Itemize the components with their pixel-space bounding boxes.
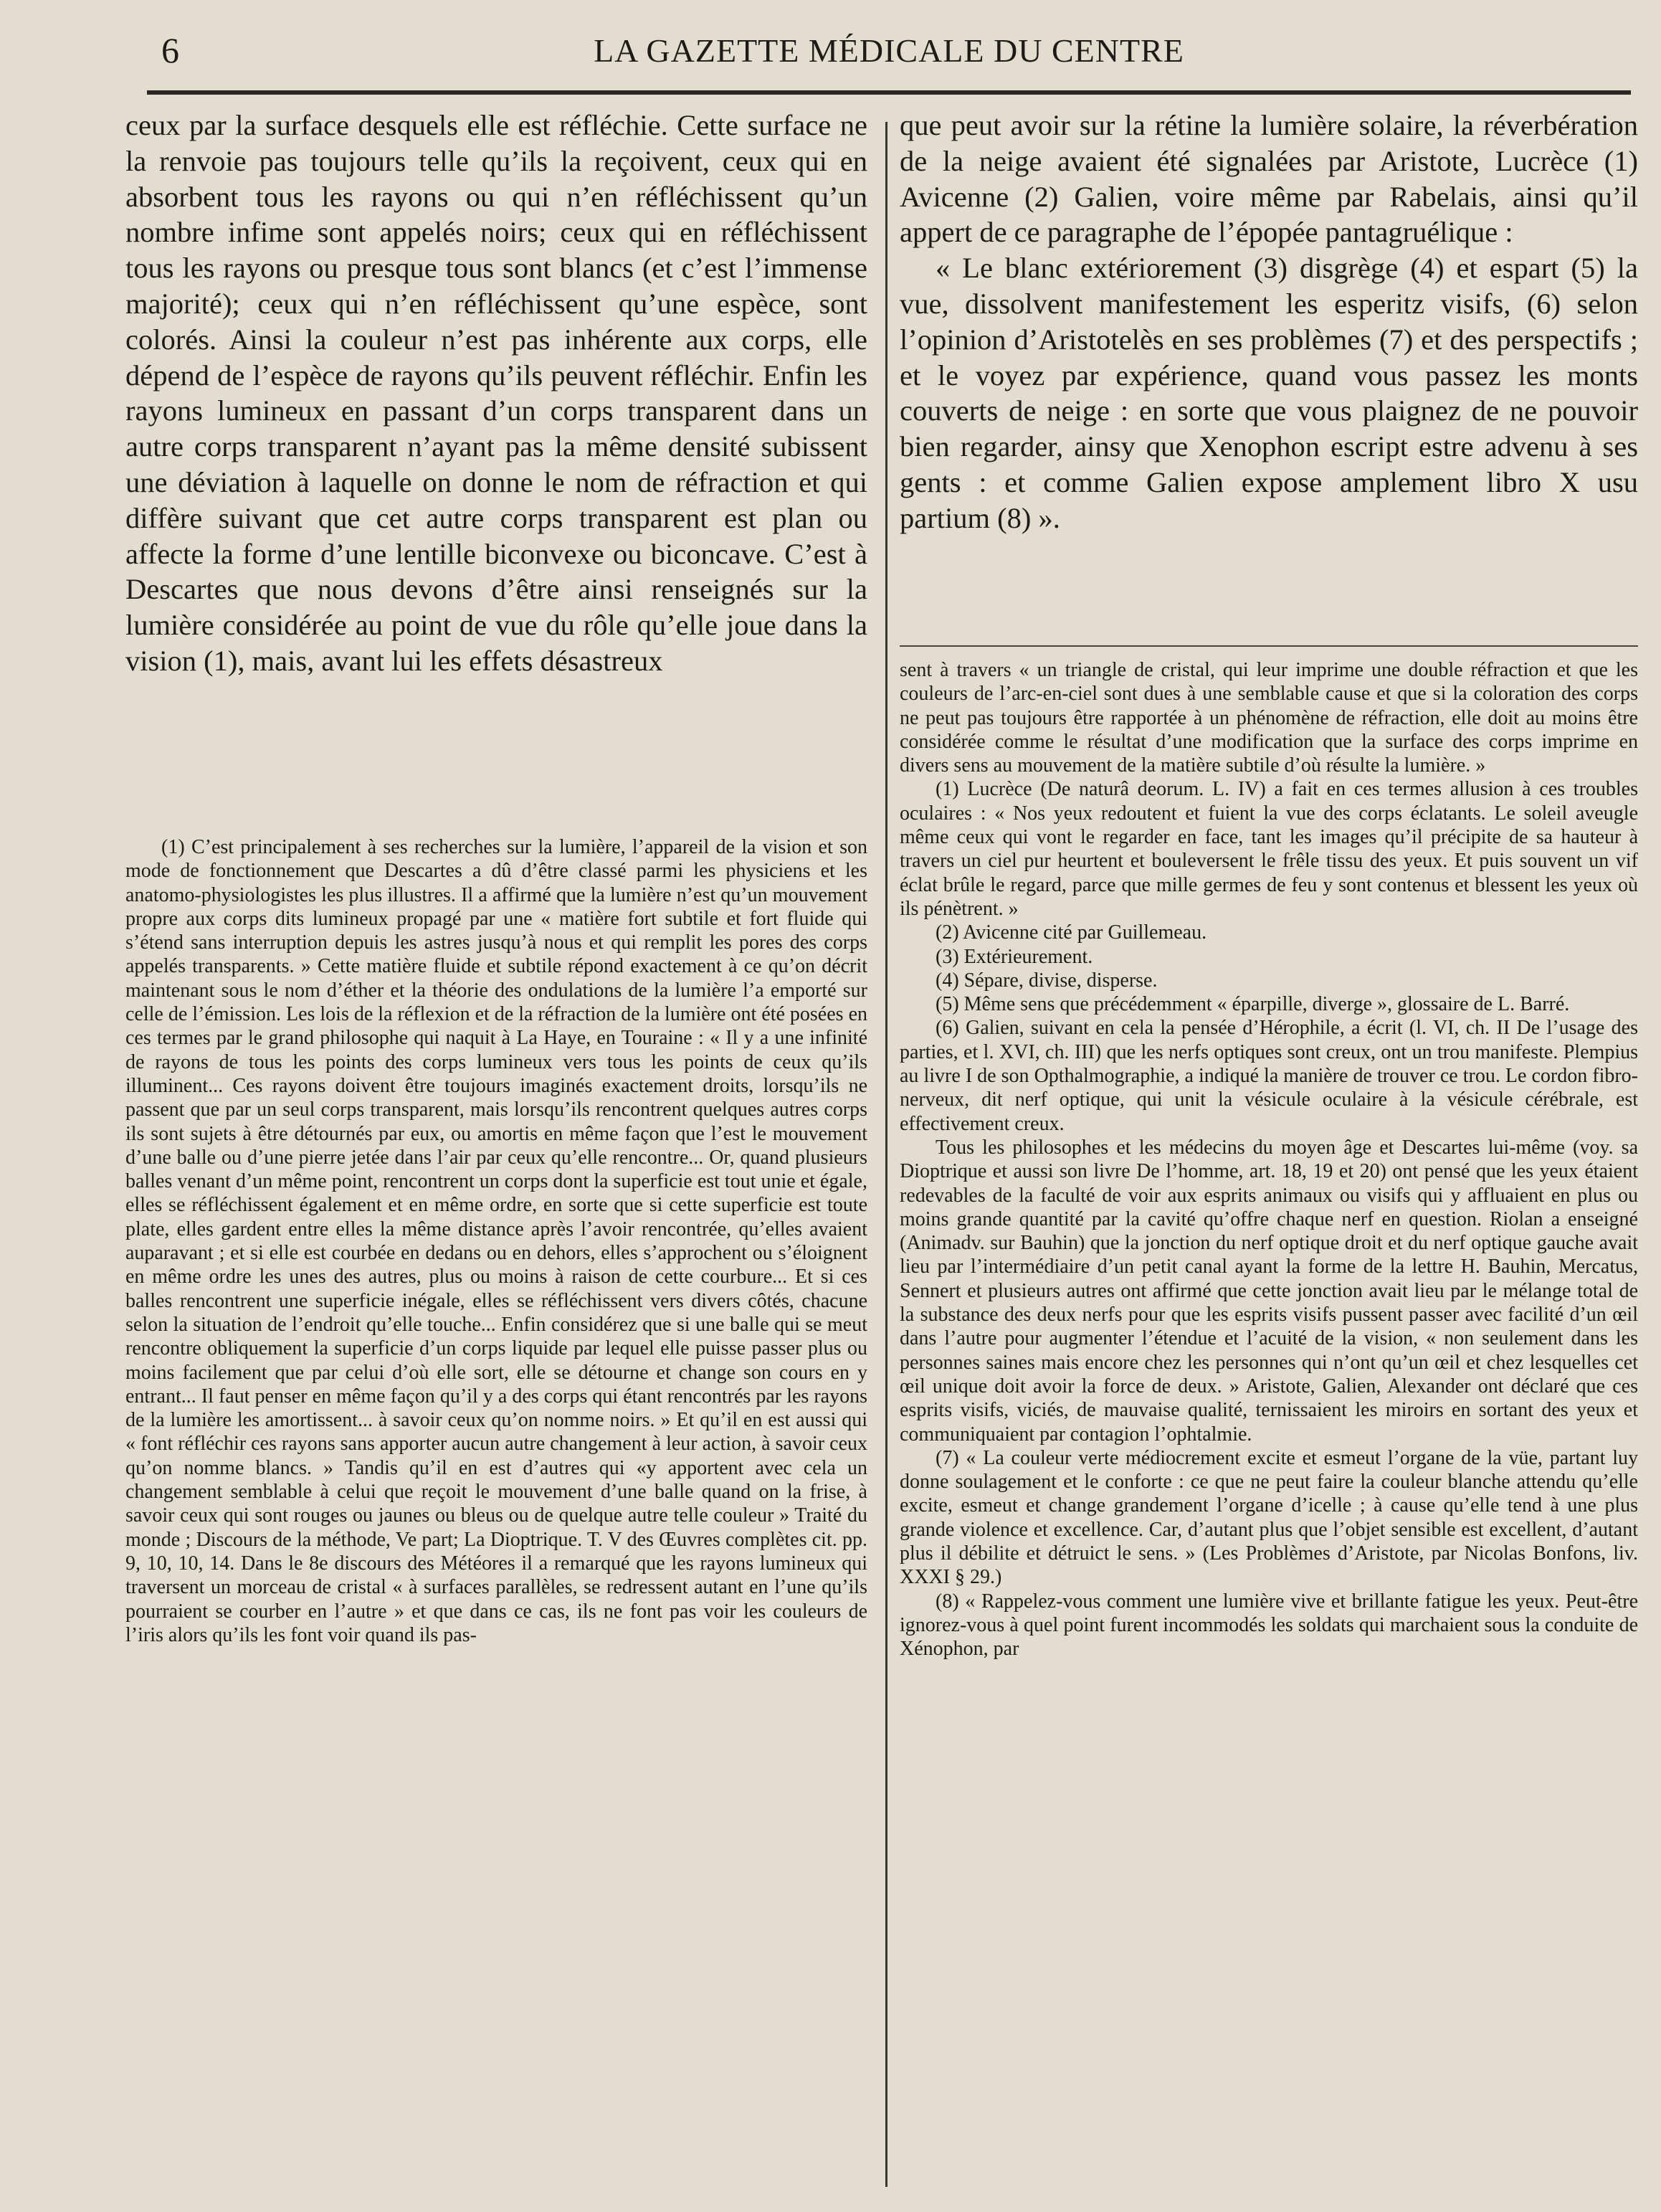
footnote-1-lucrece: (1) Lucrèce (De naturâ deorum. L. IV) a fait en ces termes allusion à ces troubles oculaires : « Nos yeux redoutent et fuient la vue des corps éclatants. Le soleil aveugle même ceux qui vont le regarder en face, tant les images qu’il précipite de sa hauteur à travers un ciel pur heurtent et bouleversent le frêle tissu des yeux. Et puis souvent un vif éclat brûle le regard, parce que mille germes de feu y sont contenus et blessent les yeux où ils pénètrent. » — [900, 778, 1638, 920]
left-main-paragraph: ceux par la surface desquels elle est réfléchie. Cette surface ne la renvoie pas toujours telle qu’ils la reçoivent, ceux qui en absorbent tous les rayons ou qui n’en réfléchissent qu’un nombre infime sont appelés noirs; ceux qui en réfléchissent tous les rayons ou presque tous sont blancs (et c’est l’immense majorité); ceux qui n’en réfléchissent qu’une espèce, sont colorés. Ainsi la couleur n’est pas inhérente aux corps, elle dépend de l’espèce de rayons qu’ils peuvent réfléchir. Enfin les rayons lumineux en passant d’un corps transparent dans un autre corps transparent n’ayant pas la même densité subissent une déviation à laquelle on donne le nom de réfraction et qui diffère suivant que cet autre corps transparent est plan ou affecte la forme d’une lentille biconvexe ou biconcave. C’est à Descartes que nous devons d’être ainsi renseignés sur la lumière considérée au point de vue du rôle qu’elle joue dans la vision (1), mais, avant lui les effets désastreux — [125, 109, 867, 677]
left-column-main-text — [125, 108, 867, 679]
right-column-footnotes — [900, 658, 1638, 1661]
right-main-paragraph-1: que peut avoir sur la rétine la lumière solaire, la réverbération de la neige avaient été signalées par Aristote, Lucrèce (1) Avicenne (2) Galien, voire même par Rabelais, ainsi qu’il appert de ce paragraphe de l’épopée pantagruélique : — [900, 109, 1638, 249]
column-divider — [885, 122, 887, 2187]
footnote-4: (4) Sépare, divise, disperse. — [936, 969, 1158, 992]
footnote-3: (3) Extérieurement. — [936, 945, 1093, 968]
header-rule — [147, 90, 1631, 95]
footnote-6-continued: Tous les philosophes et les médecins du moyen âge et Descartes lui-même (voy. sa Dioptrique et aussi son livre De l’homme, art. 18, 19 et 20) ont pensé que les yeux étaient redevables de la faculté de voir aux esprits animaux ou visifs qui y affluaient en plus ou moins grande quantité par la cavité qu’offre chaque nerf en question. Riolan a enseigné (Animadv. sur Bauhin) que la jonction du nerf optique droit et du nerf optique gauche avait lieu par l’intermédiaire d’un petit canal ayant la forme de la lettre H. Bauhin, Mercatus, Sennert et plusieurs autres ont affirmé que cette jonction avait lieu par le mélange total de la substance des deux nerfs pour que les esprits visifs pussent passer avec facilité d’un œil dans l’autre pour augmenter l’étendue et l’acuité de la vision, « non seulement dans les personnes saines mais encore chez les personnes qui n’ont qu’un œil et chez lesquelles cet œil unique doit avoir la force de deux. » Aristote, Galien, Alexander ont déclaré que ces esprits visifs, viciés, de mauvaise qualité, ternissaient les miroirs en sortant des yeux et communiquaient par contagion l’ophtalmie. — [900, 1136, 1638, 1446]
footnote-7-aristote: (7) « La couleur verte médiocrement excite et esmeut l’organe de la vüe, partant luy donne soulagement et le conforte : ce que ne peut faire la couleur blanche attendu qu’elle excite, esmeut et change grandement l’organe d’icelle ; à cause qu’elle tend à une plus grande violence et excellence. Car, d’autant plus que l’objet sensible est excellent, d’autant plus il débilite et détruict le sens. » (Les Problèmes d’Aristote, par Nicolas Bonfons, liv. XXXI § 29.) — [900, 1446, 1638, 1589]
footnote-6-galien: (6) Galien, suivant en cela la pensée d’Hérophile, a écrit (l. VI, ch. II De l’usage des parties, et l. XVI, ch. III) que les nerfs optiques sont creux, ont un trou manifeste. Plempius au livre I de son Opthalmographie, a indiqué la manière de trouver ce trou. Le cordon fibro-nerveux, dit nerf optique, qui unit la vésicule oculaire à la vésicule cérébrale, est effectivement creux. — [900, 1017, 1638, 1135]
running-header — [154, 29, 1624, 79]
footnote-1-descartes: (1) C’est principalement à ses recherches sur la lumière, l’appareil de la vision et son mode de fonctionnement que Descartes a dû d’être classé parmi les physiciens et les anatomo-physiologistes les plus illustres. Il a affirmé que la lumière n’est qu’un mouvement propre aux corps dits lumineux propagé par une « matière fort subtile et fort fluide qui s’étend sans interruption depuis les astres jusqu’à nous et qui remplit les pores des corps appelés transparents. » Cette matière fluide et subtile répond exactement à ce qu’on décrit maintenant sous le nom d’éther et la théorie des ondulations de la lumière l’a emporté sur celle de l’émission. Les lois de la réflexion et de la réfraction de la lumière ont été posées en ces termes par le grand philosophe qui naquit à La Haye, en Touraine : « Il y a une infinité de rayons de tous les points des corps lumineux vers tous les points de ceux qu’ils illuminent... Ces rayons doivent être toujours imaginés exactement droits, lorsqu’ils ne passent que par un seul corps transparent, mais lorsqu’ils rencontrent quelques autres corps ils sont sujets à être détournés par eux, ou amortis en même façon que l’est le mouvement d’une balle ou d’une pierre jetée dans l’air par ceux qu’elle rencontre... Or, quand plusieurs balles venant d’un même point, rencontrent un corps dont la superficie est tout unie et égale, elles se réfléchissent également et en même ordre, en sorte que si cette superficie est toute plate, elles gardent entre elles la même distance après l’avoir rencontrée, qu’elles avaient auparavant ; et si elle est courbée en dedans ou en dehors, elles s’approchent ou s’éloignent en même ordre les unes des autres, plus ou moins à raison de cette courbure... Et si ces balles rencontrent une superficie inégale, elles se réfléchissent vers divers côtés, chacune selon la situation de l’endroit qu’elle touche... Enfin considérez que si une balle qui se meut rencontre obliquement la superficie d’un corps liquide par lequel elle puisse passer plus ou moins facilement que par celui d’où elle sort, elle se détourne et change son cours en y entrant... Il faut penser en même façon qu’il y a des corps qui étant rencontrés par les rayons de la lumière les amortissent... à savoir ceux qu’on nomme noirs. » Et qu’il en est aussi qui « font réfléchir ces rayons sans apporter aucun autre changement à leur action, à savoir ceux qu’on nomme blancs. » Tandis qu’il en est d’autres qui «y apportent avec cela un changement semblable à celui que reçoit le mouvement d’une balle quand on la frise, à savoir ceux qui sont rouges ou jaunes ou bleus ou de quelque autre telle couleur » Traité du monde ; Discours de la méthode, Ve part; La Dioptrique. T. V des Œuvres complètes cit. pp. 9, 10, 10, 14. Dans le 8e discours des Météores il a remarqué que les rayons lumineux qui traversent un morceau de cristal « à surfaces parallèles, se redressent autant en l’une qu’ils pourraient se courber en l’autre » et que dans ce cas, ils ne font pas voir les couleurs de l’iris alors qu’ils les font voir quand ils pas- — [125, 836, 867, 1646]
footnote-separator — [900, 645, 1638, 647]
right-column-main-text — [900, 108, 1638, 536]
left-column-footnotes — [125, 835, 867, 1647]
rabelais-quotation: « Le blanc extériorement (3) disgrège (4) et espart (5) la vue, dissolvent manifestement les esperitz visifs, (6) selon l’opinion d’Aristotelès en ses problèmes (7) et des perspectifs ; et le voyez par expérience, quand vous passez les monts couverts de neige : en sorte que vous plaignez de ne pouvoir bien regarder, ainsy que Xenophon escript estre advenu à ses gents : et comme Galien expose amplement libro X usu partium (8) ». — [900, 252, 1638, 534]
footnote-2-avicenne: (2) Avicenne cité par Guillemeau. — [936, 921, 1207, 944]
journal-title: LA GAZETTE MÉDICALE DU CENTRE — [594, 32, 1184, 69]
footnote-5: (5) Même sens que précédemment « éparpille, diverge », glossaire de L. Barré. — [936, 993, 1570, 1016]
page-number: 6 — [161, 30, 179, 70]
footnote-continuation: sent à travers « un triangle de cristal, qui leur imprime une double réfraction et que les couleurs de l’arc-en-ciel sont dues à une semblable cause et que si la coloration des corps ne peut pas toujours être rapportée à un phénomène de réfraction, elle doit au moins être considérée comme le résultat d’une modification que la surface des corps imprime en divers sens au mouvement de la matière subtile d’où résulte la lumière. » — [900, 659, 1638, 777]
footnote-8-xenophon: (8) « Rappelez-vous comment une lumière vive et brillante fatigue les yeux. Peut-être ignorez-vous à quel point furent incommodés les soldats qui marchaient sous la conduite de Xénophon, par — [900, 1590, 1638, 1661]
